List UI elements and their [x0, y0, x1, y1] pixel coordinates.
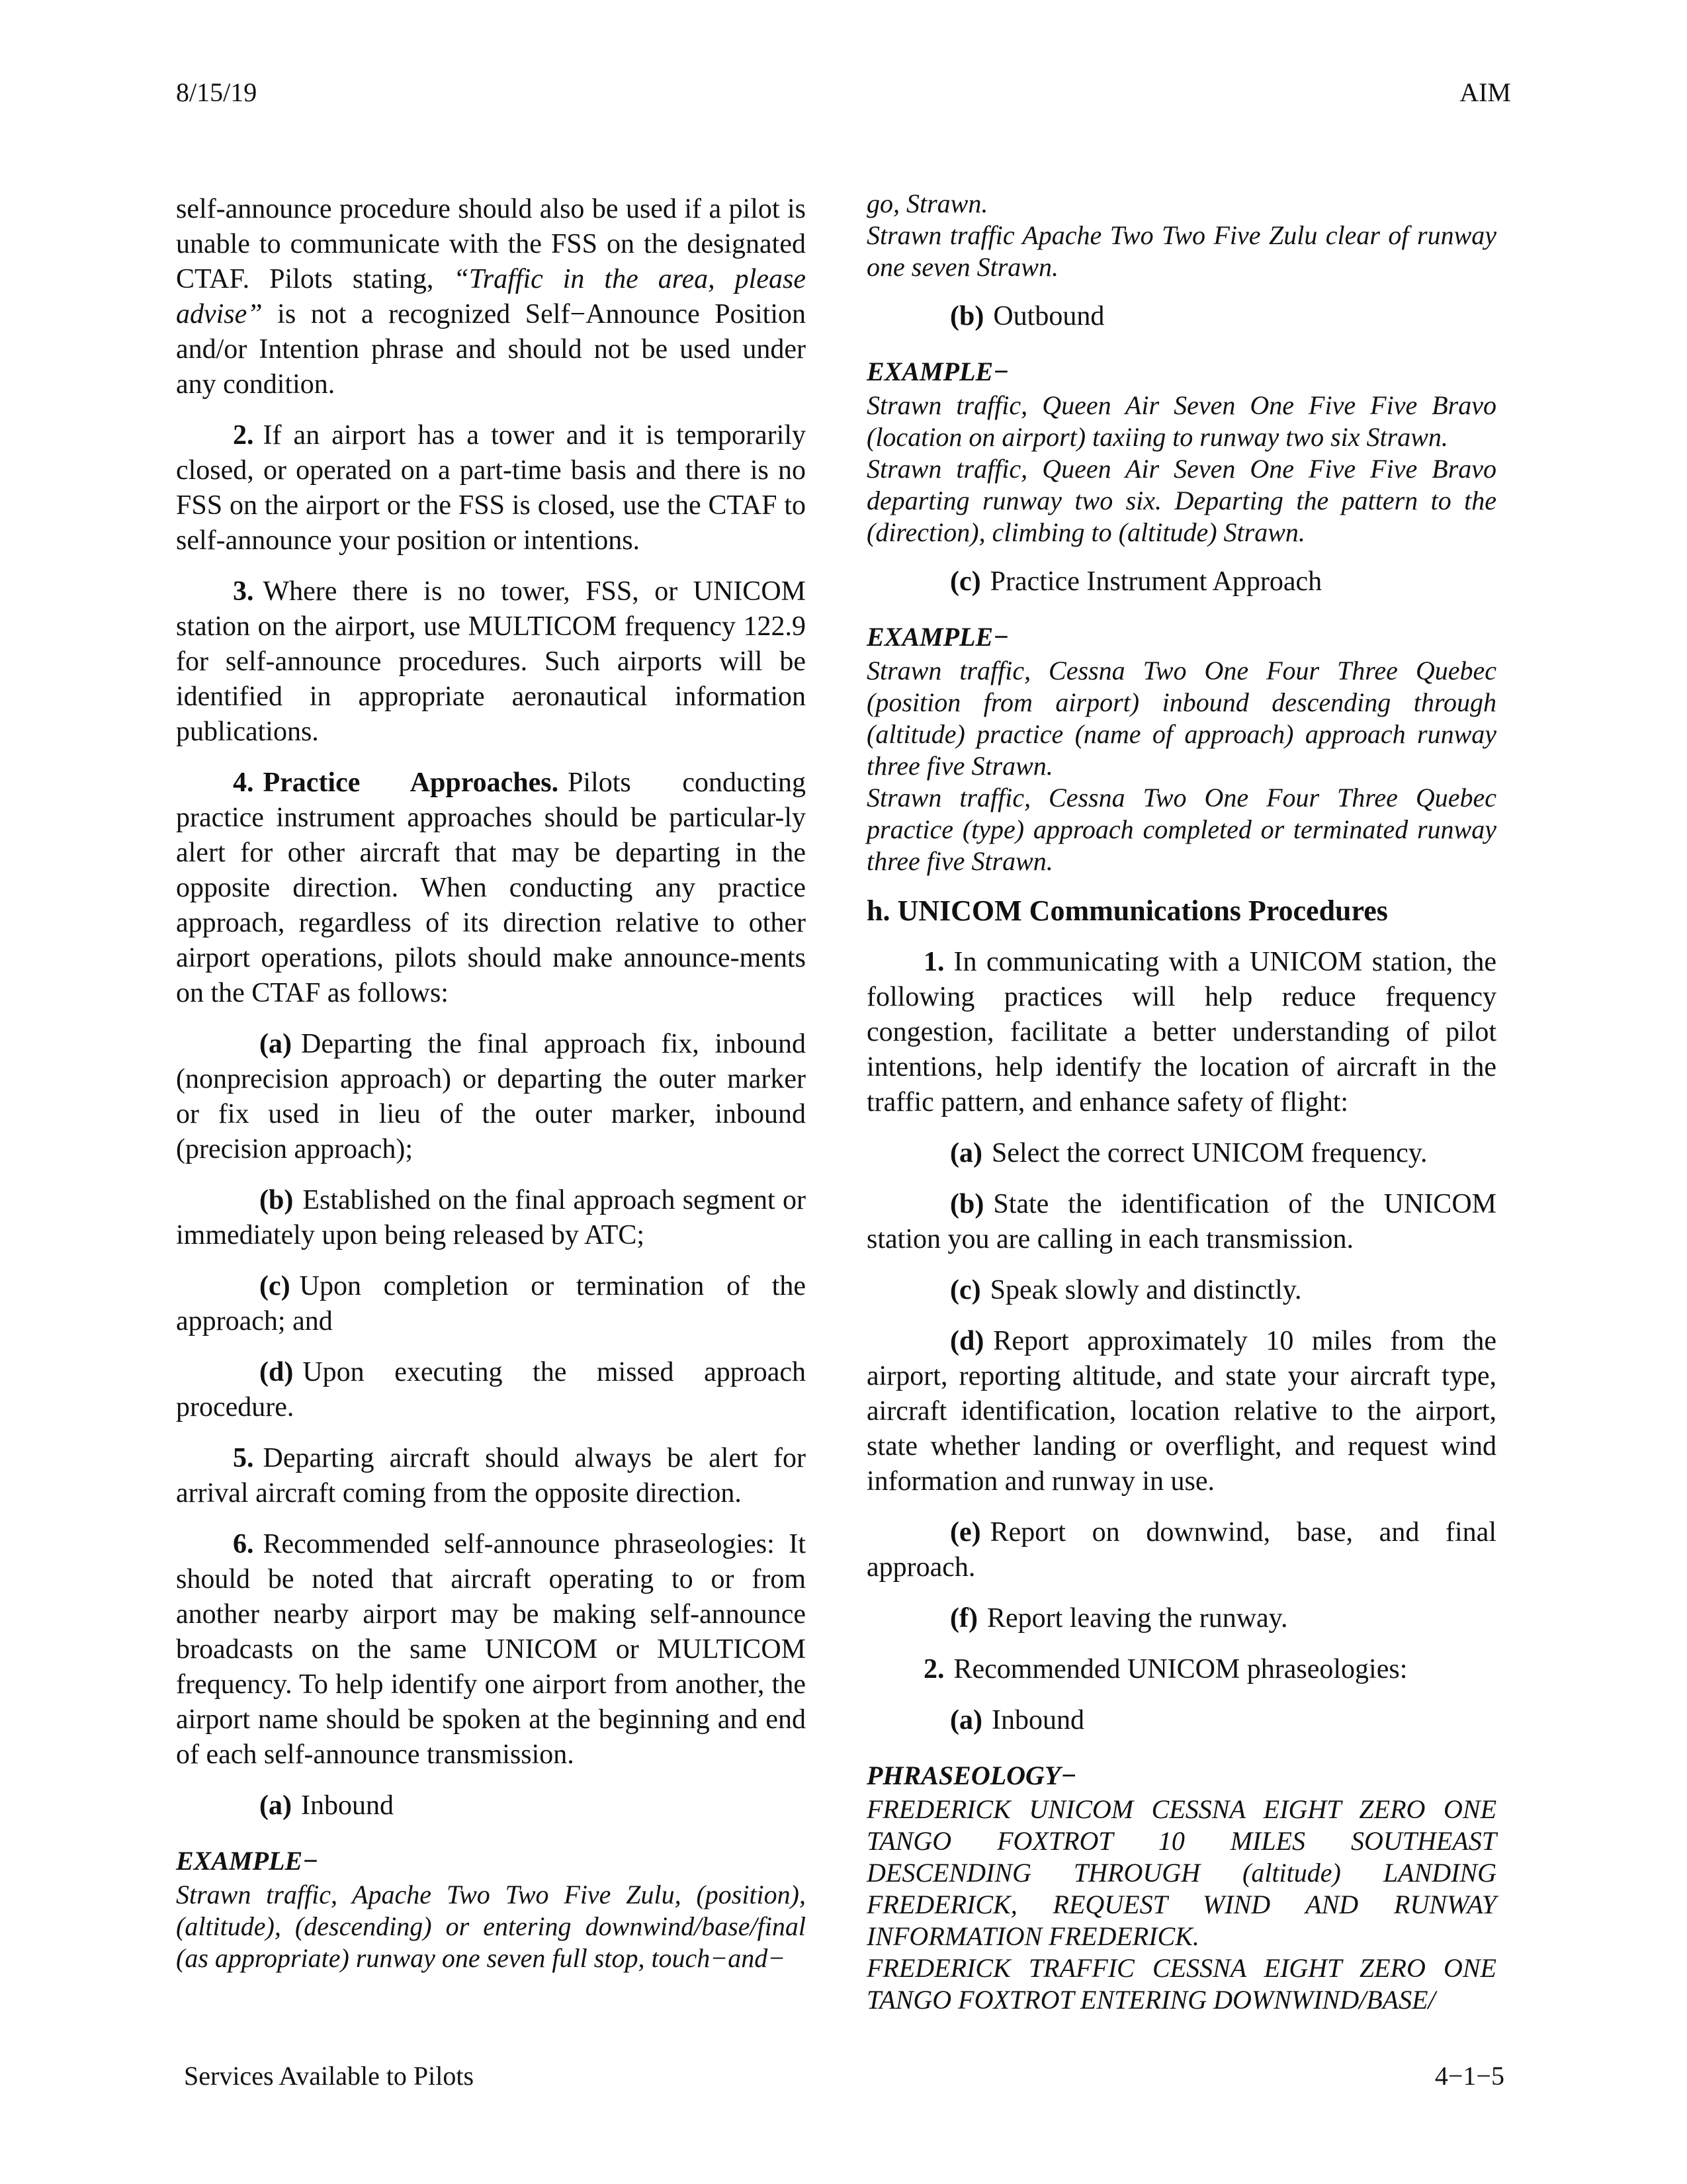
subitem-text: Established on the final approach segment or immediately upon being released by ATC; [176, 1185, 806, 1250]
paragraph-text: In communicating with a UNICOM station, the following practices will help reduce frequency congestion, facilitate a better understanding of pilot intentions, help identify the location of aircraft in the traffic pattern, and enhance safety of flight: [867, 947, 1496, 1117]
subitem-text: State the identification of the UNICOM station you are calling in each transmission. [867, 1189, 1496, 1254]
unicom-subitem-f [867, 1601, 1496, 1636]
paragraph-text: Where there is no tower, FSS, or UNICOM station on the airport, use MULTICOM frequency 122.9 for self-announce procedures. Such airports will be identified in appropriate aeronautical information publications. [176, 576, 806, 747]
item-number: 1. [924, 947, 945, 977]
quoted-phrase: “Traffic in the area, please advise” [176, 264, 806, 329]
subitem-text: Outbound [993, 301, 1105, 331]
subitem-inbound [176, 1788, 806, 1823]
paragraph-continuation [176, 192, 806, 402]
left-column [176, 192, 806, 1974]
example-label: EXAMPLE− [867, 357, 1010, 386]
subitem-text: Speak slowly and distinctly. [990, 1275, 1302, 1305]
header-document-title: AIM [1459, 77, 1511, 107]
example-continuation [867, 188, 1496, 283]
example-label: EXAMPLE− [867, 622, 1010, 652]
example-text: Strawn traffic, Cessna Two One Four Three Quebec (position from airport) inbound descending through (altitude) practice (name of approach) approach runway three five Strawn. [867, 656, 1496, 781]
subitem-label: (c) [950, 566, 981, 597]
subitem-d [176, 1355, 806, 1425]
subitem-label: (d) [259, 1357, 294, 1387]
unicom-paragraph-2 [867, 1652, 1496, 1687]
subitem-text: Report leaving the runway. [986, 1603, 1288, 1634]
example-text: Strawn traffic, Queen Air Seven One Five Five Bravo departing runway two six. Departing the pattern to the (direction), climbing to (altitude) Strawn. [867, 454, 1496, 547]
subitem-text: Departing the final approach fix, inbound (nonprecision approach) or departing the outer marker or fix used in lieu of the outer marker, inbound (precision approach); [176, 1029, 806, 1164]
example-text: go, Strawn. [867, 189, 988, 218]
header-date: 8/15/19 [176, 77, 257, 107]
paragraph-6 [176, 1527, 806, 1772]
paragraph-title: Practice Approaches. [263, 767, 559, 798]
unicom-subitem-b [867, 1187, 1496, 1257]
subitem-label: (a) [259, 1790, 292, 1821]
paragraph-text: self-announce procedure should also be used if a pilot is unable to communicate with the FSS on the designated CTAF. Pilots stating, [176, 194, 806, 294]
subitem-text: Inbound [300, 1790, 394, 1821]
item-number: 6. [233, 1529, 254, 1559]
footer-page-number: 4−1−5 [1434, 2061, 1504, 2091]
subitem-a [176, 1027, 806, 1167]
subitem-outbound [867, 299, 1496, 334]
unicom-subitem-a [867, 1136, 1496, 1171]
subitem-text: Report approximately 10 miles from the airport, reporting altitude, and state your aircraft type, aircraft identification, location relative to the airport, state whether landing or overflight, and request wind information and runway in use. [867, 1326, 1496, 1497]
subitem-text: Report on downwind, base, and final approach. [867, 1517, 1496, 1583]
subitem-label: (e) [950, 1517, 981, 1548]
subitem-c [176, 1269, 806, 1339]
paragraph-text: is not a recognized Self−Announce Position and/or Intention phrase and should not be used under any condition. [176, 299, 806, 400]
subitem-label: (c) [950, 1275, 981, 1305]
example-label: EXAMPLE− [176, 1846, 319, 1876]
item-number: 5. [233, 1443, 254, 1473]
subitem-text: Inbound [991, 1705, 1084, 1735]
item-number: 2. [233, 420, 254, 451]
subitem-practice-approach [867, 564, 1496, 599]
subitem-label: (a) [950, 1705, 982, 1735]
unicom-subitem-e [867, 1515, 1496, 1585]
footer-section-title: Services Available to Pilots [184, 2061, 474, 2091]
example-text: Strawn traffic, Apache Two Two Five Zulu, (position), (altitude), (descending) or entering downwind/base/final (as appropriate) runway one seven full stop, touch−and− [176, 1880, 806, 1973]
example-text: Strawn traffic Apache Two Two Five Zulu clear of runway one seven Strawn. [867, 220, 1496, 282]
subitem-label: (f) [950, 1603, 978, 1634]
subitem-b [176, 1183, 806, 1253]
subitem-label: (b) [950, 301, 984, 331]
subitem-label: (a) [950, 1138, 982, 1168]
example-text: Strawn traffic, Cessna Two One Four Three Quebec practice (type) approach completed or terminated runway three five Strawn. [867, 783, 1496, 876]
item-number: 4. [233, 767, 254, 798]
subitem-label: (c) [259, 1271, 290, 1301]
phraseology-label: PHRASEOLOGY− [867, 1761, 1077, 1790]
paragraph-5 [176, 1441, 806, 1511]
section-heading: h. UNICOM Communications Procedures [867, 895, 1388, 927]
subitem-text: Select the correct UNICOM frequency. [991, 1138, 1428, 1168]
subitem-text: Upon executing the missed approach procedure. [176, 1357, 806, 1422]
subitem-label: (d) [950, 1326, 984, 1356]
example-block [867, 655, 1496, 877]
subitem-text: Upon completion or termination of the approach; and [176, 1271, 806, 1336]
subitem-label: (b) [950, 1189, 984, 1219]
unicom-paragraph-1 [867, 945, 1496, 1120]
paragraph-3 [176, 574, 806, 750]
subitem-label: (a) [259, 1029, 292, 1059]
paragraph-text: Recommended UNICOM phraseologies: [953, 1654, 1408, 1684]
phraseology-text: FREDERICK TRAFFIC CESSNA EIGHT ZERO ONE TANGO FOXTROT ENTERING DOWNWIND/BASE/ [867, 1953, 1496, 2015]
paragraph-text: Departing aircraft should always be alert for arrival aircraft coming from the opposite direction. [176, 1443, 806, 1508]
paragraph-text: Recommended self-announce phraseologies: It should be noted that aircraft operating to or from another nearby airport may be making self-announce broadcasts on the same UNICOM or MULTICOM frequency. To help identify one airport from another, the airport name should be spoken at the beginning and end of each self-announce transmission. [176, 1529, 806, 1770]
unicom-subitem-inbound [867, 1703, 1496, 1738]
paragraph-text: If an airport has a tower and it is temporarily closed, or operated on a part-time basis and there is no FSS on the airport or the FSS is closed, use the CTAF to self-announce your position or intentions. [176, 420, 806, 556]
subitem-text: Practice Instrument Approach [990, 566, 1322, 597]
example-block [867, 390, 1496, 548]
unicom-subitem-c [867, 1273, 1496, 1308]
subitem-label: (b) [259, 1185, 294, 1215]
right-column [867, 188, 1496, 2032]
item-number: 2. [924, 1654, 945, 1684]
paragraph-text: Pilots conducting practice instrument approaches should be particular-ly alert for other aircraft that may be departing in the opposite direction. When conducting any practice approach, regardless of its direction relative to other airport operations, pilots should make announce-ments on the CTAF as follows: [176, 767, 806, 1008]
unicom-subitem-d [867, 1324, 1496, 1499]
example-text: Strawn traffic, Queen Air Seven One Five Five Bravo (location on airport) taxiing to runway two six Strawn. [867, 390, 1496, 452]
paragraph-4 [176, 765, 806, 1011]
phraseology-block [867, 1794, 1496, 2016]
phraseology-text: FREDERICK UNICOM CESSNA EIGHT ZERO ONE TANGO FOXTROT 10 MILES SOUTHEAST DESCENDING THROUGH (altitude) LANDING FREDERICK, REQUEST WIND AND RUNWAY INFORMATION FREDERICK. [867, 1794, 1496, 1951]
paragraph-2 [176, 418, 806, 558]
item-number: 3. [233, 576, 254, 607]
